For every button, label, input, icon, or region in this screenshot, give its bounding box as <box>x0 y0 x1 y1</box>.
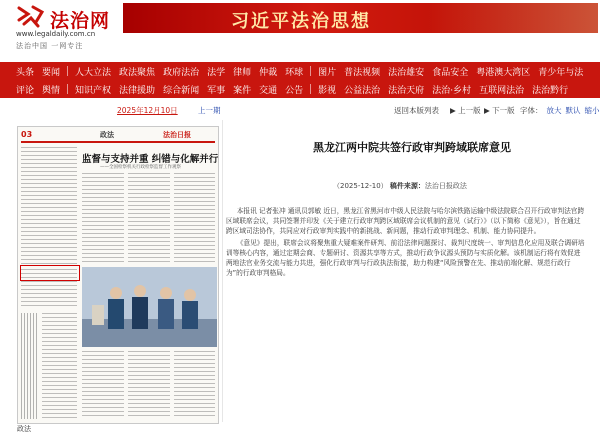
edition-toolbar <box>0 102 600 116</box>
nav-item[interactable]: 环球 <box>285 67 304 78</box>
nav-item[interactable]: 法治天府 <box>388 85 425 96</box>
nav-item[interactable]: 军事 <box>207 85 226 96</box>
nav-row-2 <box>16 80 576 98</box>
nav-item[interactable]: 公益法治 <box>344 85 381 96</box>
logo-title: 法治网 <box>50 10 111 32</box>
nav-item[interactable]: 法治黔行 <box>532 85 569 96</box>
nav-item[interactable]: 互联网法治 <box>479 85 525 96</box>
page-section-label: 政法 <box>17 425 31 433</box>
nav-item[interactable]: 法律援助 <box>119 85 156 96</box>
nav-item[interactable]: 普法视频 <box>344 67 381 78</box>
paper-text-column <box>174 173 215 263</box>
nav-item[interactable]: 头条 <box>16 67 35 78</box>
nav-item[interactable]: 粤港澳大湾区 <box>476 67 531 78</box>
nav-item[interactable]: 评论 <box>16 85 35 96</box>
paper-headline: 监督与支持并重 纠错与化解并行 <box>82 154 219 165</box>
nav-separator <box>67 84 68 94</box>
edition-date[interactable]: 2025年12月10日 <box>117 106 178 115</box>
paper-photo <box>82 267 217 347</box>
nav-item[interactable]: 影视 <box>318 85 337 96</box>
nav-item[interactable]: 法治·乡村 <box>432 85 472 96</box>
nav-item[interactable]: 公告 <box>285 85 304 96</box>
article-date: （2025-12-10） <box>333 182 388 190</box>
nav-item[interactable]: 法学 <box>207 67 226 78</box>
nav-separator <box>310 84 311 94</box>
nav-separator <box>310 66 311 76</box>
paper-text-column <box>82 351 124 419</box>
site-slogan: 法治中国 一网专注 <box>16 42 84 50</box>
paper-page-number: 03 <box>21 130 33 139</box>
nav-item[interactable]: 政法聚焦 <box>119 67 156 78</box>
font-smaller-link[interactable]: 缩小 <box>584 106 600 115</box>
paper-text-column <box>21 147 77 265</box>
paper-text-column <box>42 313 77 419</box>
nav-item[interactable]: 图片 <box>318 67 337 78</box>
paper-text-column <box>128 351 170 419</box>
nav-item[interactable]: 人大立法 <box>75 67 112 78</box>
selected-article-highlight[interactable] <box>20 265 80 281</box>
article-source-label: 稿件来源： <box>389 182 425 190</box>
site-header <box>0 0 600 58</box>
nav-item[interactable]: 食品安全 <box>432 67 469 78</box>
nav-item[interactable]: 政府法治 <box>163 67 200 78</box>
paper-text-column <box>21 313 39 419</box>
column-divider <box>222 120 223 422</box>
nav-item[interactable]: 仲裁 <box>259 67 278 78</box>
prev-page-link[interactable]: ▶ 上一版 <box>450 106 481 115</box>
nav-item[interactable]: 案件 <box>233 85 252 96</box>
banner-decoration <box>428 3 598 33</box>
nav-row-1 <box>16 62 591 80</box>
paper-masthead: 法治日报 <box>163 131 191 139</box>
article-paragraph: 本报讯 记者张冲 通讯员郭敏 近日，黑龙江省黑河市中级人民法院与哈尔滨铁路运输中级法院联合召开行政审判法官跨区域联席会议，共同签署并印发《关于建立行政审判跨区域联席会议机制的意见（试行）》（以下简称《意见》），旨在通过跨区域司法协作，共同应对行政审判实践中的新挑战、新问题，推动行政审判理念、机制、能力协同提升。 <box>226 207 585 235</box>
nav-item[interactable]: 要闻 <box>42 67 61 78</box>
paper-photo-illustration <box>82 267 217 347</box>
article-source: 法治日报政法 <box>424 182 467 190</box>
font-default-link[interactable]: 默认 <box>565 106 581 115</box>
paper-section: 政法 <box>100 131 114 139</box>
main-nav <box>0 62 600 98</box>
article-title: 黑龙江两中院共签行政审判跨域联席意见 <box>313 141 511 154</box>
nav-item[interactable]: 法治雄安 <box>388 67 425 78</box>
logo-emblem-icon <box>16 4 46 32</box>
nav-item[interactable]: 律师 <box>233 67 252 78</box>
nav-item[interactable]: 知识产权 <box>75 85 112 96</box>
paper-text-column <box>128 173 170 263</box>
article-body <box>226 206 587 280</box>
article-meta <box>333 181 467 191</box>
back-to-list-link[interactable]: 返回本版列表 <box>394 106 439 115</box>
thought-banner[interactable] <box>123 3 598 33</box>
nav-separator <box>67 66 68 76</box>
font-size-controls <box>520 105 600 116</box>
newspaper-page-image[interactable] <box>17 126 219 424</box>
paper-text-column <box>82 173 124 263</box>
next-page-link[interactable]: ▶ 下一版 <box>484 106 515 115</box>
nav-item[interactable]: 青少年与法 <box>538 67 584 78</box>
site-url: www.legaldaily.com.cn <box>16 30 96 38</box>
font-bigger-link[interactable]: 放大 <box>546 106 562 115</box>
nav-item[interactable]: 综合新闻 <box>163 85 200 96</box>
article-paragraph: 《意见》提出，联席会议将聚焦重大疑难案件研判、前沿法律问题探讨、裁判尺度统一、审判信息化应用及联合调研培训等核心内容，通过定期会商、专题研讨、资源共享等方式，推动行政争议源头预防与实质化解。该机制运行将有效促进两地法官业务交流与能力共进，强化行政审判与行政执法衔接，助力构建“风险预警在先、推动前端化解、规范行政行为”的行政审判格局。 <box>226 239 585 277</box>
font-size-label: 字体： <box>520 106 543 115</box>
nav-item[interactable]: 舆情 <box>42 85 61 96</box>
banner-text: 习近平法治思想 <box>231 11 371 32</box>
paper-text-column <box>174 351 215 419</box>
prev-issue-link[interactable]: 上一期 <box>198 106 221 115</box>
nav-item[interactable]: 交通 <box>259 85 278 96</box>
paper-deck: ——全国检察机关行政检察监督工作观察 <box>100 165 181 170</box>
